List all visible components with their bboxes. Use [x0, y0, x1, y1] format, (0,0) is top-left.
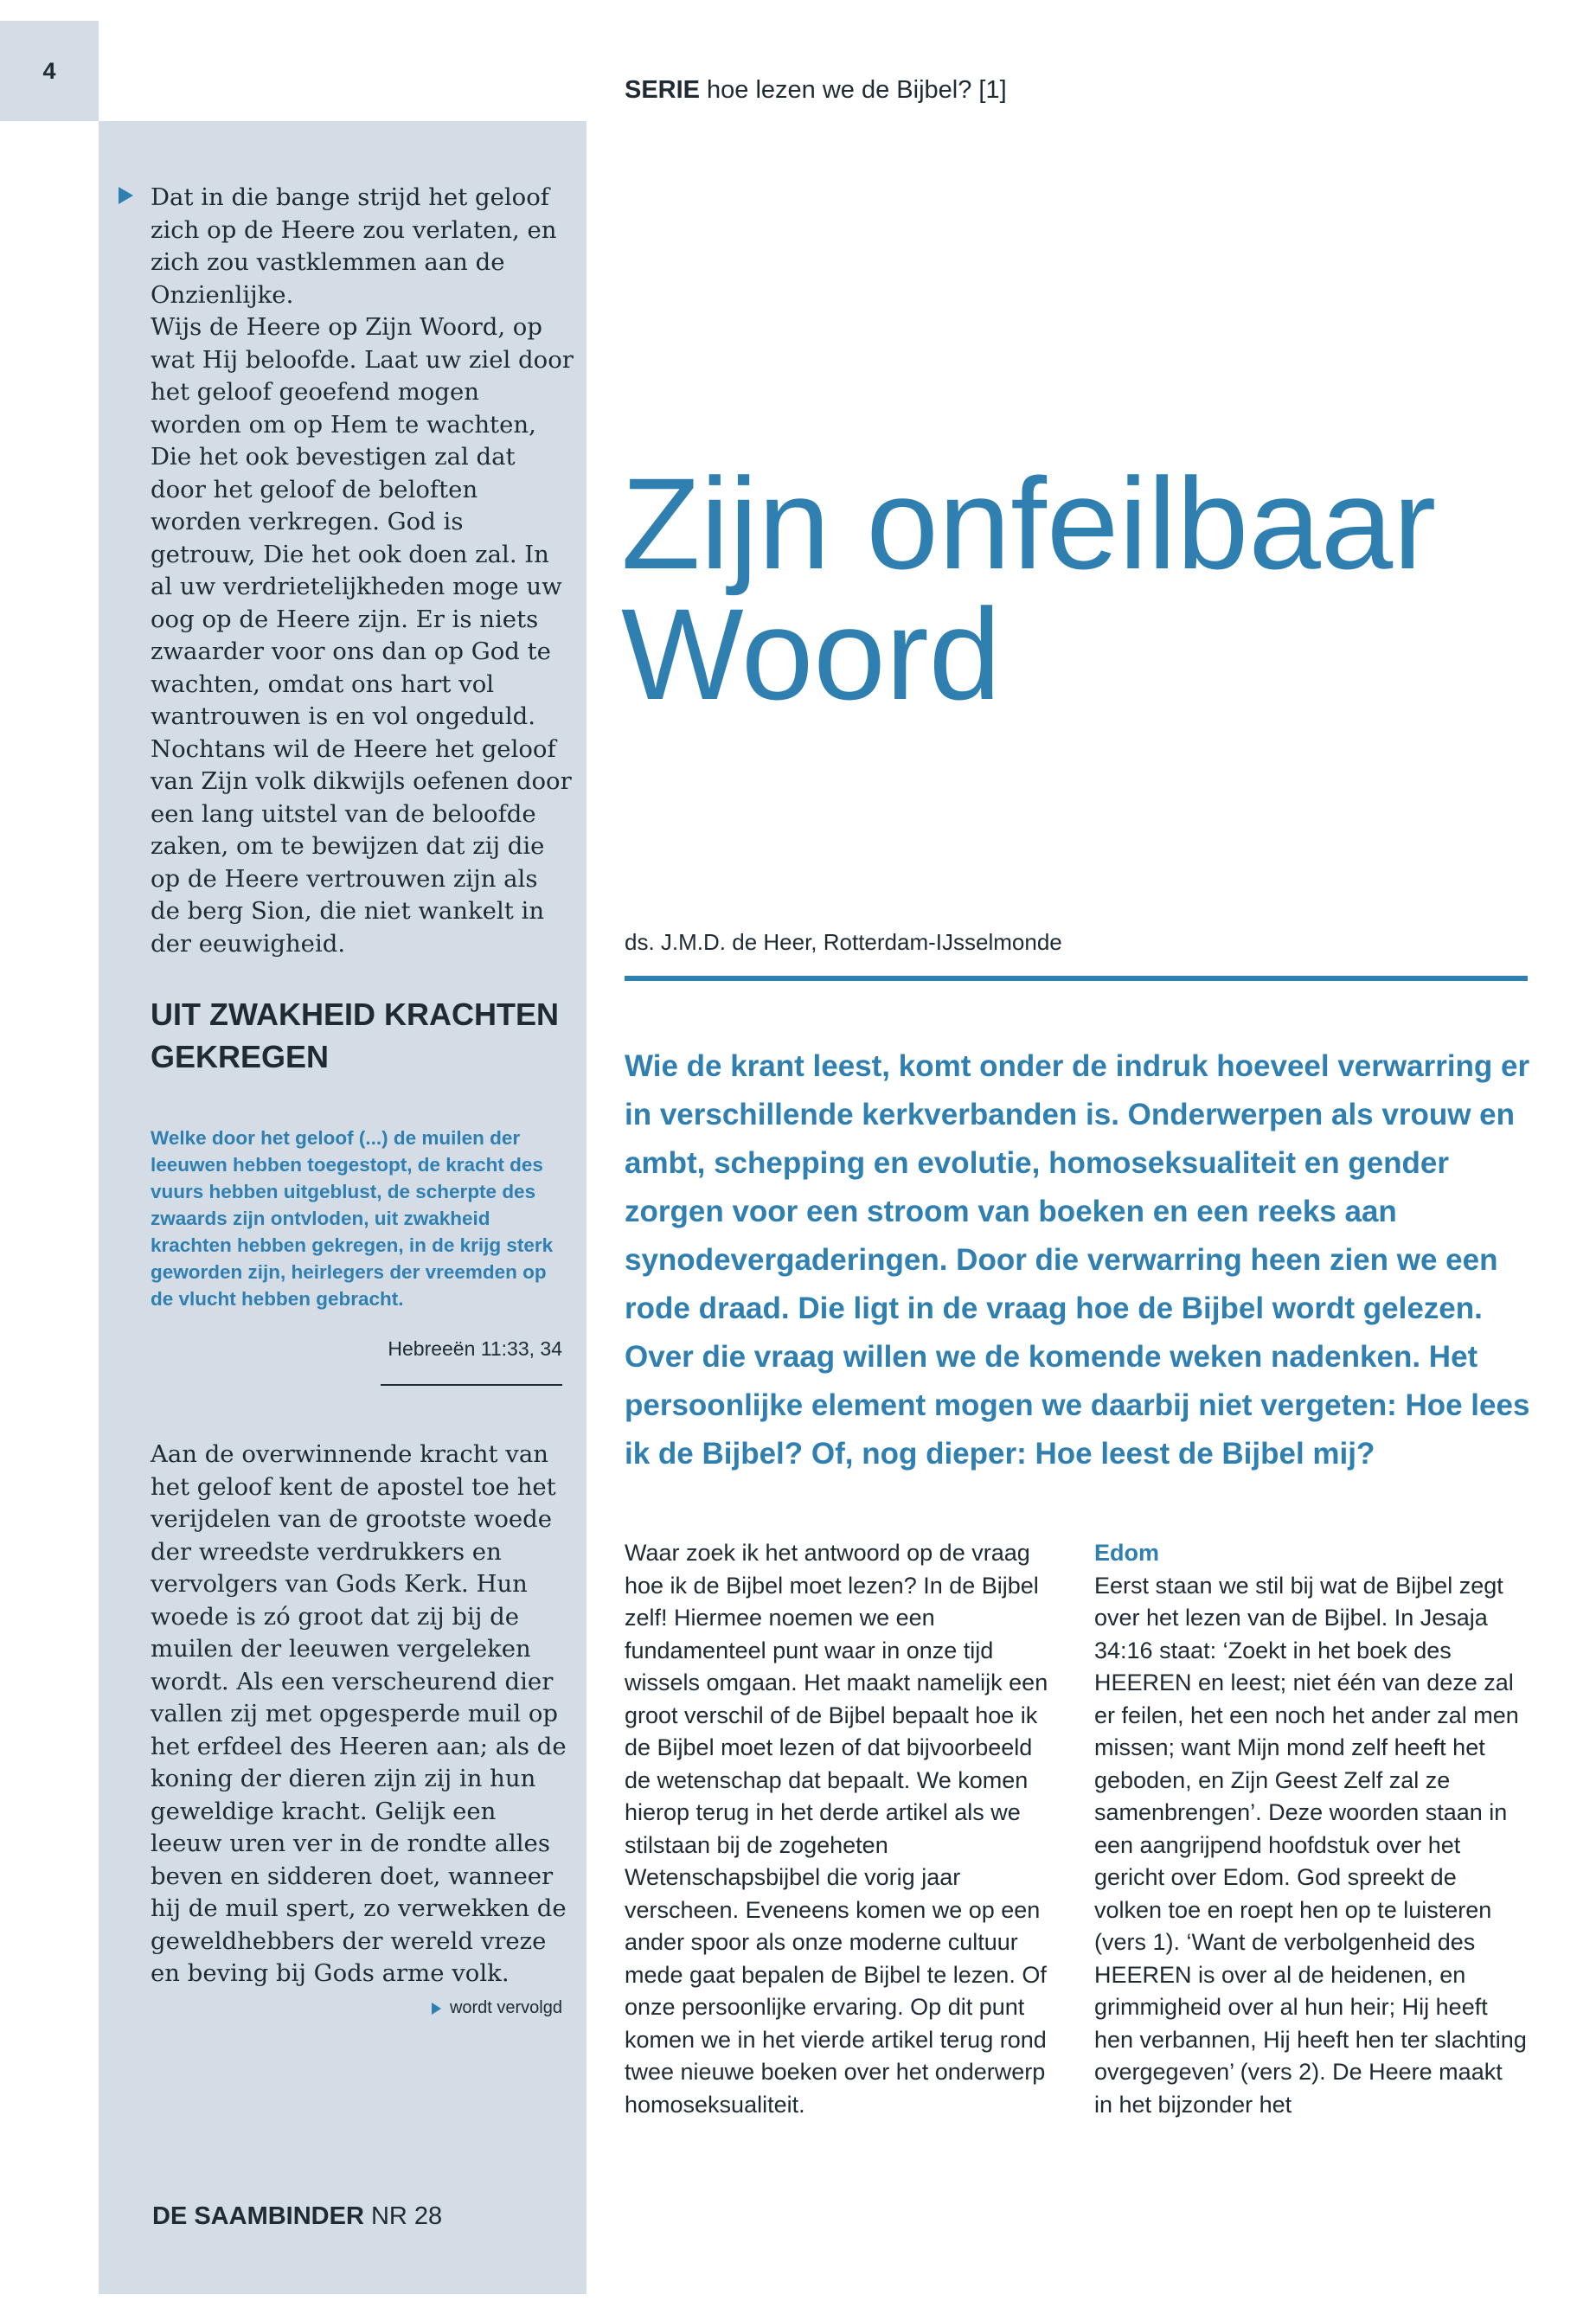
- article-column-1: [625, 1537, 1057, 2121]
- series-title: hoe lezen we de Bijbel? [1]: [707, 76, 1007, 104]
- series-header: [625, 76, 1007, 105]
- sidebar-intro-paragraph: Wijs de Heere op Zijn Woord, op wat Hij beloofde. Laat uw ziel door het geloof geoefend mogen worden om op Hem te wachten, Die het ook bevestigen zal dat door het geloof de beloften worden verkregen. God is getrouw, Die het ook doen zal. In al uw verdrietelijkheden moge uw oog op de Heere zijn. Er is niets zwaarder voor ons dan op God te wachten, omdat ons hart vol wantrouwen is en vol ongeduld. Nochtans wil de Heere het geloof van Zijn volk dikwijls oefenen door een lang uitstel van de beloofde zaken, om te bewijzen dat zij die op de Heere vertrouwen zijn als de berg Sion, die niet wankelt in der eeuwigheid.: [151, 313, 574, 958]
- article-byline: ds. J.M.D. de Heer, Rotterdam-IJsselmonde: [625, 929, 1062, 955]
- article-column-2: [1094, 1537, 1527, 2121]
- quote-divider: [381, 1384, 562, 1386]
- continued-label: wordt vervolgd: [449, 1998, 562, 2017]
- continued-note: [415, 1998, 562, 2018]
- magazine-footer: [152, 2202, 442, 2231]
- sidebar-intro-paragraph: Dat in die bange strijd het geloof zich op de Heere zou verlaten, en zich zou vastklemmen aan de Onzienlijke.: [151, 183, 557, 309]
- column-1-text: Waar zoek ik het antwoord op de vraag hoe ik de Bijbel moet lezen? In de Bijbel zelf! Hiermee noemen we een fundamenteel punt waar in onze tijd wissels omgaan. Het maakt namelijk een groot verschil of de Bijbel bepaalt hoe ik de Bijbel moet lezen of dat bijvoorbeeld de wetenschap dat bepaalt. We komen hierop terug in het derde artikel als we stilstaan bij de zogeheten Wetenschapsbijbel die vorig jaar verscheen. Eveneens komen we op een ander spoor als onze moderne cultuur mede gaat bepalen de Bijbel te lezen. Of onze persoonlijke ervaring. Op dit punt komen we in het vierde artikel terug rond twee nieuwe boeken over het onderwerp homoseksualiteit.: [625, 1540, 1048, 2118]
- sidebar-heading: UIT ZWAKHEID KRACHTEN GEKREGEN: [151, 997, 559, 1074]
- sidebar-intro: [151, 182, 574, 960]
- column-2-subheading: Edom: [1094, 1540, 1160, 1566]
- issue-number: NR 28: [370, 2202, 443, 2230]
- play-arrow-icon: [119, 187, 133, 204]
- quote-source: Hebreeën 11:33, 34: [388, 1337, 562, 1360]
- play-arrow-icon: [432, 2003, 441, 2015]
- page-number: 4: [0, 21, 99, 121]
- sidebar-body: [151, 1439, 574, 1990]
- column-2-text: Eerst staan we stil bij wat de Bijbel zegt over het lezen van de Bijbel. In Jesaja 34:16 staat: ‘Zoekt in het boek des HEEREN en leest; niet één van deze zal er feilen, het een noch het ander zal men missen; want Mijn mond zelf heeft het geboden, en Zijn Geest Zelf zal ze samenbrengen’. Deze woorden staan in een aangrijpend hoofdstuk over het gericht over Edom. God spreekt de volken toe en roept hen op te luisteren (vers 1). ‘Want de verbolgenheid des HEEREN is over al de heidenen, en grimmigheid over al hun heir; Hij heeft hen verbannen, Hij heeft hen ter slachting overgegeven’ (vers 2). De Heere maakt in het bijzonder het: [1094, 1572, 1527, 2118]
- sidebar-body-text: Aan de overwinnende kracht van het geloof kent de apostel toe het verijdelen van de grootste woede der wreedste verdrukkers en vervolgers van Gods Kerk. Hun woede is zó groot dat zij bij de muilen der leeuwen vergeleken wordt. Als een verscheurend dier vallen zij met opgesperde muil op het erfdeel des Heeren aan; als de koning der dieren zijn zij in hun geweldige kracht. Gelijk een leeuw uren ver in de rondte alles beven en sidderen doet, wanneer hij de muil spert, zo verwekken de geweldhebbers der wereld vreze en beving bij Gods arme volk.: [151, 1440, 567, 1987]
- article-lead: Wie de krant leest, komt onder de indruk hoeveel verwarring er in verschillende kerkverbanden is. Onderwerpen als vrouw en ambt, schepping en evolutie, homoseksualiteit en gender zorgen voor een stroom van boeken en een reeks aan synodevergaderingen. Door die verwarring heen zien we een rode draad. Die ligt in de vraag hoe de Bijbel wordt gelezen. Over die vraag willen we de komende weken nadenken. Het persoonlijke element mogen we daarbij niet vergeten: Hoe lees ik de Bijbel? Of, nog dieper: Hoe leest de Bijbel mij?: [625, 1049, 1530, 1471]
- article-title: Zijn onfeilbaar Woord: [621, 451, 1437, 727]
- magazine-name: DE SAAMBINDER: [152, 2202, 364, 2230]
- sidebar-quote: Welke door het geloof (...) de muilen der leeuwen hebben toegestopt, de kracht des vuurs hebben uitgeblust, de scherpte des zwaards zijn ontvloden, uit zwakheid krachten hebben gekregen, in de krijg sterk geworden zijn, heirlegers der vreemden op de vlucht hebben gebracht.: [151, 1127, 554, 1310]
- series-label: SERIE: [625, 76, 701, 104]
- title-divider: [625, 976, 1528, 981]
